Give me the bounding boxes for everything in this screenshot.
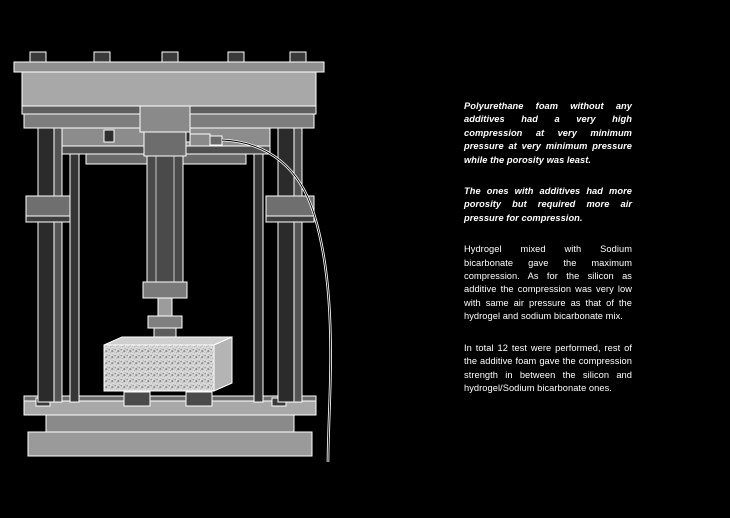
top-crossbeam <box>14 52 324 114</box>
foam-specimen <box>104 337 232 391</box>
base-plinth <box>28 415 312 456</box>
note-paragraph-1: Polyurethane foam without any additives had a very high compression at very minimum pressure at very minimum pressure while the porosity was least. <box>464 101 632 165</box>
vertical-guide-column-left <box>26 112 74 402</box>
piston-rod <box>158 298 172 316</box>
hose-fitting <box>190 134 222 146</box>
notes-panel <box>464 100 632 395</box>
base-table <box>24 392 316 415</box>
compression-head <box>148 316 182 337</box>
pneumatic-cylinder <box>140 106 190 298</box>
note-paragraph-3: Hydrogel mixed with Sodium bicarbonate gave the maximum compression. As for the silicon as additive the compression was very low with same air pressure as that of the hydrogel and sodium bicarbonate mix. <box>464 244 632 322</box>
note-paragraph-4: In total 12 test were performed, rest of the additive foam gave the compression strength in between the silicon and hydrogel/Sodium bicarbonate ones. <box>464 342 632 393</box>
note-paragraph-2: The ones with additives had more porosity but required more air pressure for compression. <box>464 186 632 223</box>
diagram-body <box>14 52 331 462</box>
